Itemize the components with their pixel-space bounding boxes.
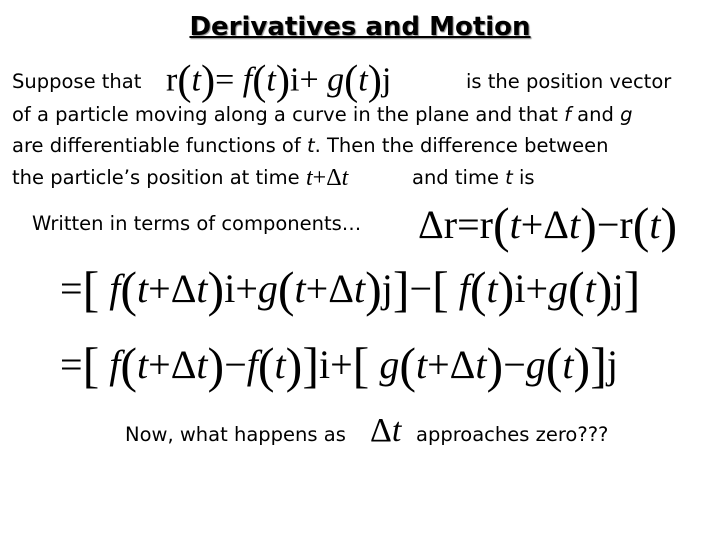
intro-line-4-a: the particle’s position at time	[12, 166, 300, 189]
delta-t-symbol: Δt	[370, 412, 402, 449]
question-text-b: approaches zero???	[416, 423, 609, 446]
question-text-a: Now, what happens as	[125, 423, 346, 446]
components-label: Written in terms of components…	[32, 212, 362, 235]
intro-line-4-b: and time t is	[412, 166, 535, 189]
delta-r-formula: Δr=r(t+Δt)−r(t)	[418, 197, 678, 253]
t-plus-delta-t-formula: t+Δt	[306, 165, 349, 191]
intro-text-1: Suppose that	[12, 70, 142, 93]
slide-title: Derivatives and Motion	[189, 12, 531, 42]
intro-text-2: is the position vector	[466, 70, 672, 93]
component-equation-2: =[ f(t+Δt)−f(t)]i+[ g(t+Δt)−g(t)]j	[60, 337, 618, 393]
position-vector-formula: r(t)= f(t)i+ g(t)j	[166, 57, 392, 104]
intro-line-2: of a particle moving along a curve in the plane and that f and g	[12, 103, 633, 126]
component-equation-1: =[ f(t+Δt)i+g(t+Δt)j]−[ f(t)i+g(t)j]	[60, 261, 641, 317]
intro-line-3: are differentiable functions of t. Then the difference between	[12, 134, 609, 157]
